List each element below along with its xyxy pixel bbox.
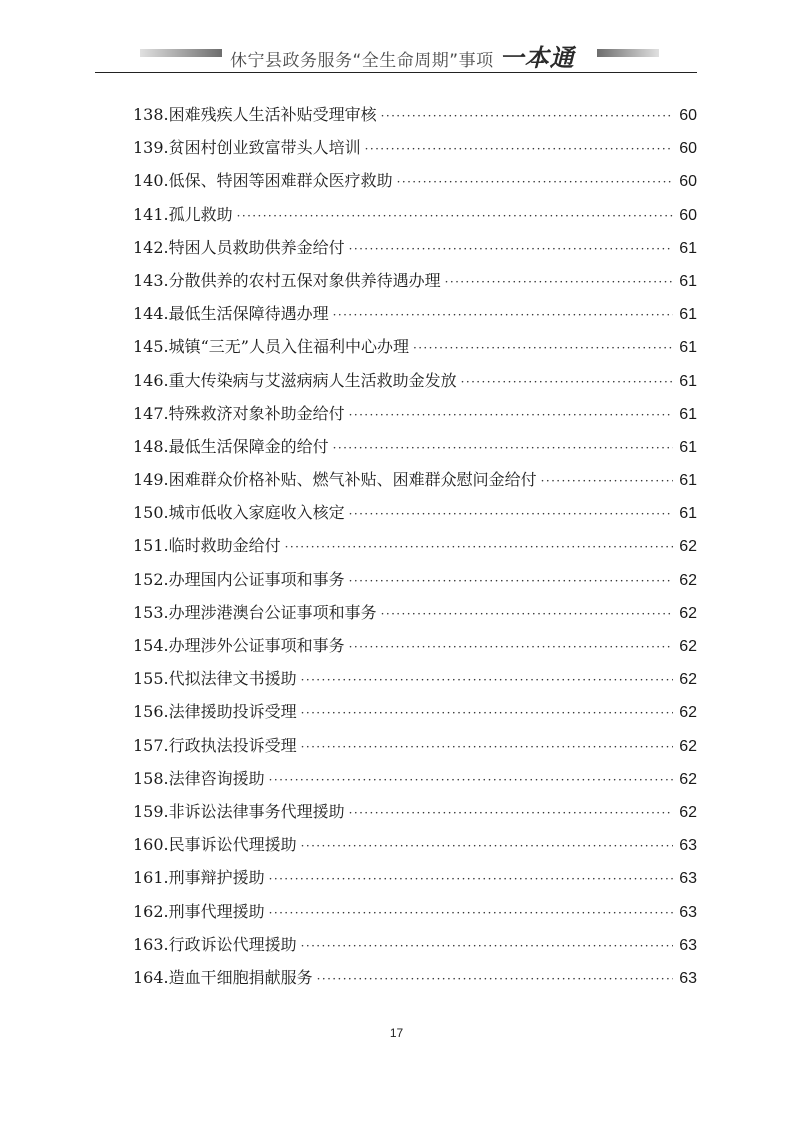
- toc-entry[interactable]: [133, 733, 697, 766]
- toc-entry[interactable]: [133, 899, 697, 932]
- toc-entry-page: 61: [679, 438, 697, 456]
- toc-entry-page: 60: [679, 173, 697, 191]
- toc-entry[interactable]: [133, 434, 697, 467]
- toc-entry[interactable]: [133, 202, 697, 235]
- toc-entry-title: 149.困难群众价格补贴、燃气补贴、困难群众慰问金给付: [133, 470, 537, 490]
- toc-entry[interactable]: [133, 965, 697, 998]
- header-divider: [95, 72, 697, 73]
- toc-entry-title: 148.最低生活保障金的给付: [133, 436, 329, 456]
- toc-entry[interactable]: [133, 368, 697, 401]
- toc-entry-page: 61: [679, 272, 697, 290]
- toc-dot-leader: [317, 966, 673, 992]
- toc-entry-title: 141.孤儿救助: [133, 204, 233, 224]
- toc-entry-page: 62: [679, 671, 697, 689]
- toc-entry-title: 162.刑事代理援助: [133, 901, 265, 921]
- toc-entry[interactable]: [133, 600, 697, 633]
- toc-dot-leader: [349, 568, 673, 594]
- toc-dot-leader: [237, 203, 673, 229]
- toc-entry-page: 60: [679, 140, 697, 158]
- toc-entry-title: 155.代拟法律文书援助: [133, 669, 297, 689]
- toc-entry[interactable]: [133, 500, 697, 533]
- toc-entry-title: 151.临时救助金给付: [133, 536, 281, 556]
- toc-dot-leader: [301, 933, 673, 959]
- toc-dot-leader: [349, 634, 673, 660]
- header-logo: 一本通: [499, 44, 575, 72]
- toc-dot-leader: [349, 402, 673, 428]
- toc-dot-leader: [397, 169, 673, 195]
- toc-entry-page: 62: [679, 704, 697, 722]
- toc-entry-page: 63: [679, 837, 697, 855]
- toc-entry-title: 147.特殊救济对象补助金给付: [133, 403, 345, 423]
- toc-entry-title: 138.困难残疾人生活补贴受理审核: [133, 105, 377, 124]
- toc-dot-leader: [285, 534, 673, 560]
- toc-entry[interactable]: [133, 135, 697, 168]
- toc-entry-title: 164.造血干细胞捐献服务: [133, 967, 313, 987]
- toc-entry-title: 154.办理涉外公证事项和事务: [133, 636, 345, 655]
- toc-entry-page: 62: [679, 571, 697, 589]
- toc-entry-title: 144.最低生活保障待遇办理: [133, 304, 329, 324]
- toc-entry-title: 143.分散供养的农村五保对象供养待遇办理: [133, 270, 441, 290]
- toc-entry-page: 63: [679, 969, 697, 987]
- toc-dot-leader: [301, 734, 673, 760]
- toc-entry-title: 150.城市低收入家庭收入核定: [133, 503, 345, 523]
- toc-entry[interactable]: [133, 533, 697, 566]
- toc-dot-leader: [445, 269, 673, 295]
- toc-entry[interactable]: [133, 567, 697, 600]
- toc-entry[interactable]: [133, 666, 697, 699]
- toc-dot-leader: [541, 468, 673, 494]
- toc-dot-leader: [349, 236, 673, 262]
- toc-entry[interactable]: [133, 799, 697, 832]
- toc-entry-page: 61: [679, 505, 697, 523]
- page-header: [95, 34, 697, 74]
- toc-entry[interactable]: [133, 932, 697, 965]
- toc-entry-page: 61: [679, 472, 697, 490]
- toc-dot-leader: [269, 767, 673, 793]
- header-decor-bar-left: [140, 49, 222, 57]
- toc-entry-title: 163.行政诉讼代理援助: [133, 934, 297, 954]
- toc-entry-page: 61: [679, 405, 697, 423]
- toc-dot-leader: [381, 601, 673, 627]
- toc-entry-page: 63: [679, 903, 697, 921]
- toc-entry[interactable]: [133, 766, 697, 799]
- toc-entry[interactable]: [133, 633, 697, 666]
- toc-dot-leader: [349, 800, 673, 826]
- toc-entry-title: 152.办理国内公证事项和事务: [133, 569, 345, 589]
- toc-entry[interactable]: [133, 102, 697, 135]
- toc-dot-leader: [333, 435, 673, 461]
- toc-entry[interactable]: [133, 699, 697, 732]
- page-number: 17: [389, 1026, 404, 1040]
- toc-dot-leader: [301, 667, 673, 693]
- toc-entry-page: 62: [679, 604, 697, 622]
- toc-dot-leader: [269, 900, 673, 926]
- toc-dot-leader: [413, 335, 673, 361]
- toc-entry[interactable]: [133, 832, 697, 865]
- toc-entry[interactable]: [133, 467, 697, 500]
- toc-entry-page: 62: [679, 538, 697, 556]
- header-decor-bar-right: [597, 49, 659, 57]
- table-of-contents: [133, 102, 697, 998]
- toc-entry-page: 61: [679, 306, 697, 324]
- toc-dot-leader: [461, 369, 673, 395]
- header-title-text: 休宁县政务服务“全生命周期”事项: [230, 51, 494, 71]
- toc-entry-title: 158.法律咨询援助: [133, 768, 265, 788]
- toc-entry-page: 62: [679, 638, 697, 655]
- toc-entry[interactable]: [133, 235, 697, 268]
- toc-entry-page: 62: [679, 770, 697, 788]
- toc-entry[interactable]: [133, 168, 697, 201]
- toc-entry-page: 61: [679, 372, 697, 390]
- toc-entry[interactable]: [133, 865, 697, 898]
- toc-entry-title: 157.行政执法投诉受理: [133, 735, 297, 755]
- toc-entry-title: 160.民事诉讼代理援助: [133, 835, 297, 855]
- toc-entry[interactable]: [133, 301, 697, 334]
- toc-entry-title: 145.城镇“三无”人员入住福利中心办理: [133, 337, 409, 357]
- header-title: [230, 38, 575, 72]
- toc-entry-title: 142.特困人员救助供养金给付: [133, 237, 345, 257]
- toc-entry-title: 140.低保、特困等困难群众医疗救助: [133, 171, 393, 191]
- toc-entry-page: 63: [679, 936, 697, 954]
- toc-entry-title: 159.非诉讼法律事务代理援助: [133, 801, 345, 821]
- toc-entry-title: 156.法律援助投诉受理: [133, 702, 297, 722]
- toc-entry-page: 60: [679, 206, 697, 224]
- toc-dot-leader: [269, 866, 673, 892]
- toc-entry-page: 61: [679, 239, 697, 257]
- toc-entry[interactable]: [133, 401, 697, 434]
- toc-entry[interactable]: [133, 268, 697, 301]
- toc-entry-page: 61: [679, 339, 697, 357]
- toc-entry-title: 139.贫困村创业致富带头人培训: [133, 138, 361, 158]
- toc-dot-leader: [365, 136, 673, 162]
- toc-entry-page: 60: [679, 107, 697, 124]
- toc-entry[interactable]: [133, 334, 697, 367]
- toc-entry-page: 62: [679, 737, 697, 755]
- toc-entry-title: 146.重大传染病与艾滋病病人生活救助金发放: [133, 370, 457, 390]
- toc-entry-page: 62: [679, 803, 697, 821]
- toc-dot-leader: [301, 700, 673, 726]
- toc-entry-title: 161.刑事辩护援助: [133, 868, 265, 888]
- toc-dot-leader: [381, 103, 673, 129]
- toc-dot-leader: [333, 302, 673, 328]
- toc-dot-leader: [301, 833, 673, 859]
- toc-dot-leader: [349, 501, 673, 527]
- toc-entry-title: 153.办理涉港澳台公证事项和事务: [133, 602, 377, 622]
- toc-entry-page: 63: [679, 870, 697, 888]
